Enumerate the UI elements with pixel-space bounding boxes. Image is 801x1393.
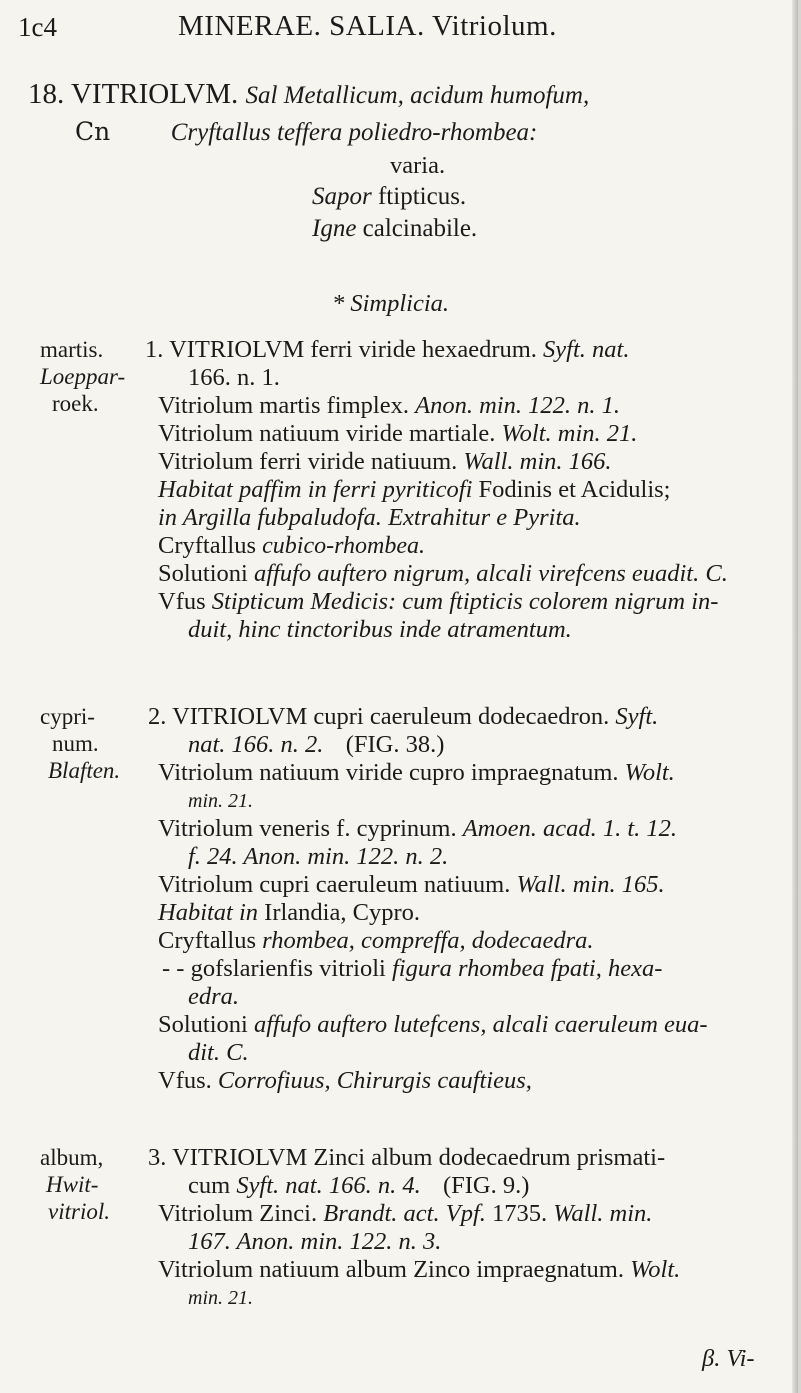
species-1-synonym-3 (158, 448, 612, 476)
species-2-name: VITRIOLVM cupri caeruleum dodecaedron. (172, 703, 610, 730)
alchemical-symbol-icon: Cn (75, 117, 111, 146)
species-1-name: VITRIOLVM ferri viride hexaedrum. (169, 336, 537, 363)
species-2-habitat (158, 899, 420, 927)
igne-label: Igne (312, 215, 357, 242)
synonym-text: Vitriolum martis fimplex. (158, 392, 409, 419)
synonym-reference: Wall. min. 165. (516, 871, 665, 898)
species-1-habitat-2 (158, 504, 581, 532)
synonym-reference: Wall. min. 166. (463, 448, 612, 475)
species-2-title (148, 703, 658, 731)
species-1-title (145, 336, 629, 364)
reference-text: Syft. nat. 166. n. 4. (236, 1172, 421, 1199)
species-2-crystal (158, 927, 594, 955)
genus-igne (312, 215, 477, 243)
synonym-text: Vitriolum veneris f. cyprinum. (158, 815, 457, 842)
solution-text: affufo auftero lutefcens, alcali caeruleum eua- (253, 1011, 708, 1038)
species-3-title (148, 1144, 665, 1172)
synonym-text: Vitriolum natiuum album Zinco impraegnatum. (158, 1256, 624, 1283)
synonym-text: Vitriolum Zinci. (158, 1200, 318, 1227)
species-1-line-2: 166. n. 1. (188, 364, 280, 391)
species-1-use-2: duit, hinc tinctoribus inde atramentum. (188, 616, 572, 643)
crystal-label: Cryftallus (158, 927, 256, 954)
crystal-variant: - - gofslarienfis vitrioli (162, 955, 386, 982)
use-label: Vfus (158, 588, 206, 615)
synonym-reference: Wall. min. (553, 1200, 653, 1227)
habitat-text: fubpaludofa. (257, 504, 382, 531)
species-2-crystal-2 (162, 955, 662, 983)
catchword: β. Vi- (702, 1345, 755, 1372)
species-1-synonym-2 (158, 420, 637, 448)
margin-note-cypri: cypri- (40, 704, 95, 729)
species-3-line-2 (188, 1172, 529, 1200)
habitat-place: Irlandia, Cypro. (264, 899, 420, 926)
genus-definition-3: varia. (390, 152, 446, 179)
synonym-reference: Wolt. min. 21. (501, 420, 638, 447)
species-3-number: 3. (148, 1144, 167, 1171)
margin-note-vitriol: vitriol. (48, 1199, 110, 1224)
page-edge (792, 0, 798, 1393)
sapor-text: ftipticus. (377, 183, 467, 210)
genus-definition-line-2 (75, 118, 537, 147)
synonym-reference: Amoen. acad. 1. t. 12. (462, 815, 678, 842)
species-2-number: 2. (148, 703, 167, 730)
species-3-synonym-2 (158, 1256, 680, 1284)
page-number: 1c4 (18, 12, 57, 42)
genus-definition-1: Sal Metallicum, acidum humofum, (245, 82, 590, 109)
habitat-label: Habitat in (158, 899, 259, 926)
species-2-use (158, 1067, 532, 1095)
habitat-place: Fodinis et Acidulis; (478, 476, 671, 503)
section-simplicia: * Simplicia. (332, 290, 450, 317)
margin-note-blaften: Blaften. (48, 758, 121, 783)
species-2-synonym-2 (158, 815, 677, 843)
synonym-reference: Brandt. act. Vpf. (323, 1200, 486, 1227)
synonym-text: Vitriolum ferri viride natiuum. (158, 448, 458, 475)
genus-heading (28, 78, 589, 111)
species-3-synonym-1 (158, 1200, 652, 1228)
synonym-reference: Wolt. (624, 759, 675, 786)
figure-reference: (FIG. 9.) (442, 1172, 530, 1199)
species-2-solution (158, 1011, 708, 1039)
crystal-label: Cryftallus (158, 532, 256, 559)
species-3-name: VITRIOLVM Zinci album dodecaedrum prismati- (172, 1144, 666, 1171)
use-label: Vfus. (158, 1067, 212, 1094)
genus-number: 18. (28, 78, 65, 110)
synonym-reference: Anon. min. 122. n. 1. (415, 392, 620, 419)
species-2-reference: Syft. (615, 703, 659, 730)
use-text: Stipticum Medicis: cum ftipticis colorem nigrum in- (211, 588, 719, 615)
synonym-text: Vitriolum natiuum viride martiale. (158, 420, 496, 447)
synonym-reference: Wolt. (630, 1256, 681, 1283)
margin-note-loeppar: Loeppar- (40, 364, 126, 389)
species-2-solution-2: dit. C. (188, 1039, 249, 1066)
species-3-synonym-1-ref: 167. Anon. min. 122. n. 3. (188, 1228, 442, 1255)
species-1-crystal (158, 532, 425, 560)
species-3-synonym-2-ref: min. 21. (188, 1287, 253, 1309)
genus-name: VITRIOLVM. (70, 78, 239, 110)
solution-label: Solutioni (158, 1011, 248, 1038)
crystal-form: figura rhombea fpati, hexa- (391, 955, 663, 982)
sapor-label: Sapor (312, 183, 372, 210)
margin-note-hwit: Hwit- (46, 1172, 99, 1197)
margin-note-album: album, (40, 1145, 104, 1170)
solution-text: affufo auftero nigrum, alcali virefcens euadit. C. (253, 560, 728, 587)
species-2-synonym-1-ref: min. 21. (188, 790, 253, 812)
species-1-habitat (158, 476, 670, 504)
running-title: MINERAE. SALIA. Vitriolum. (178, 10, 557, 42)
synonym-text: Vitriolum cupri caeruleum natiuum. (158, 871, 511, 898)
solution-label: Solutioni (158, 560, 248, 587)
margin-note-num: num. (52, 731, 99, 756)
species-2-crystal-3: edra. (188, 983, 240, 1010)
igne-text: calcinabile. (362, 215, 478, 242)
species-1-use (158, 588, 718, 616)
species-2-synonym-2-ref: f. 24. Anon. min. 122. n. 2. (188, 843, 449, 870)
margin-note-martis: martis. (40, 337, 104, 362)
habitat-text: in Argilla (158, 504, 252, 531)
species-1-number: 1. (145, 336, 164, 363)
extraction-text: Extrahitur e Pyrita. (388, 504, 581, 531)
use-text: Corrofiuus, Chirurgis cauftieus, (217, 1067, 532, 1094)
species-2-synonym-3 (158, 871, 665, 899)
synonym-text: Vitriolum natiuum viride cupro impraegnatum. (158, 759, 619, 786)
species-1-reference: Syft. nat. (543, 336, 630, 363)
species-1-synonym-1 (158, 392, 620, 420)
habitat-text: Habitat paffim in ferri pyriticofi (158, 476, 473, 503)
species-1-solution (158, 560, 728, 588)
synonym-year: 1735. (492, 1200, 548, 1227)
genus-definition-2: Cryftallus teffera poliedro-rhombea: (170, 119, 538, 146)
figure-reference: (FIG. 38.) (345, 731, 445, 758)
crystal-form: rhombea, compreffa, dodecaedra. (262, 927, 594, 954)
crystal-form: cubico-rhombea. (262, 533, 425, 559)
reference-text: nat. 166. n. 2. (188, 731, 324, 758)
reference-prefix: cum (188, 1172, 231, 1199)
margin-note-roek: roek. (52, 391, 99, 416)
species-2-synonym-1 (158, 759, 675, 787)
species-2-line-2 (188, 731, 444, 759)
genus-sapor (312, 183, 466, 211)
